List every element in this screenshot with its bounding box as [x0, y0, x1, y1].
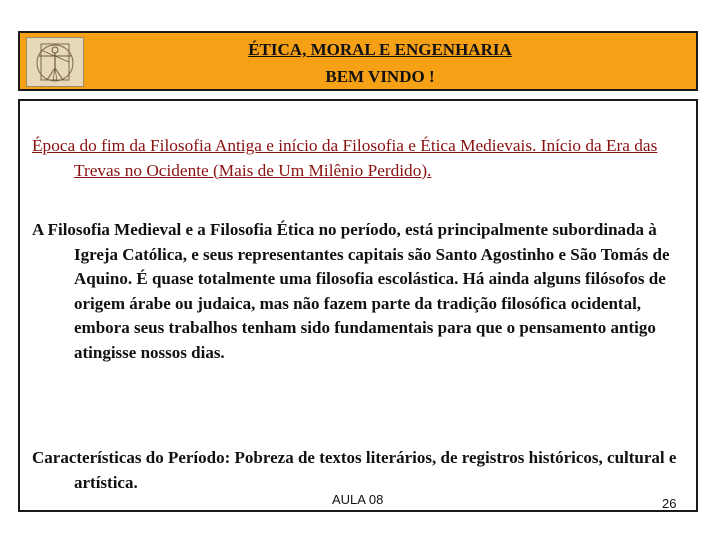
- body-paragraph: A Filosofia Medieval e a Filosofia Ética no período, está principalmente subordinada à Igreja Católica, e seus representantes capitais são Santo Agostinho e São Tomás de Aquino. É quase totalmente uma filosofia escolástica. Há ainda alguns filósofos de origem árabe ou judaica, mas não fazem parte da tradição filosófica ocidental, embora seus trabalhos tenham sido fundamentais para que o pensamento antigo atingisse nossos dias.: [32, 220, 670, 362]
- characteristics-paragraph: Características do Período: Pobreza de textos literários, de registros históricos, cultural e artística.: [32, 448, 677, 492]
- footer-label: AULA 08: [332, 492, 384, 507]
- heading-paragraph: Época do fim da Filosofia Antiga e início da Filosofia e Ética Medievais. Início da Era das Trevas no Ocidente (Mais de Um Milênio Perdido).: [32, 136, 658, 180]
- slide-header: [18, 31, 698, 91]
- vitruvian-man-icon: [26, 37, 84, 87]
- page-title: ÉTICA, MORAL E ENGENHARIA: [248, 40, 512, 59]
- page-number: 26: [662, 496, 677, 511]
- page-subtitle: BEM VINDO !: [325, 67, 435, 86]
